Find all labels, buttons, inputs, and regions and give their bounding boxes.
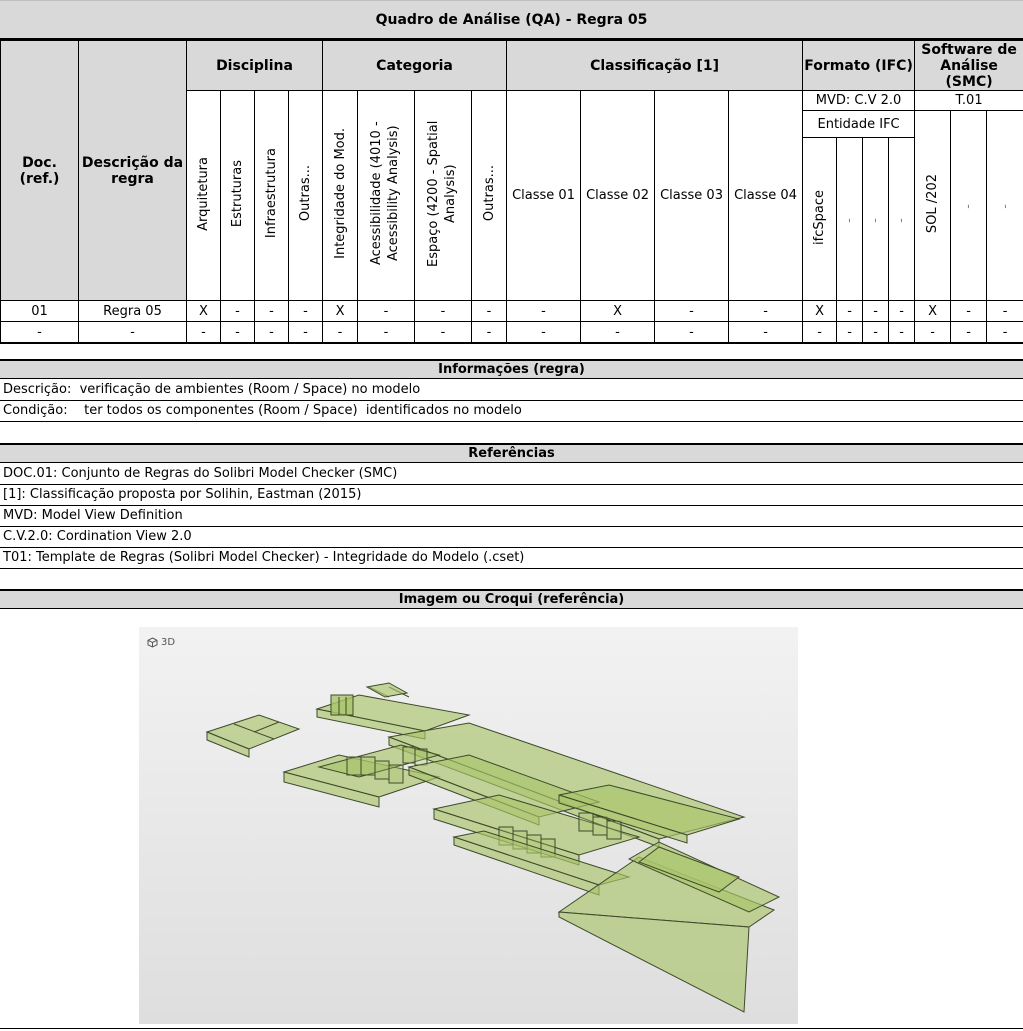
col-sol-202: SOL /202 bbox=[915, 111, 951, 301]
cell: - bbox=[987, 301, 1023, 322]
col-categoria-outras: Outras... bbox=[472, 91, 507, 301]
col-espaco: Espaço (4200 - Spatial Analysis) bbox=[415, 91, 472, 301]
software-header: Software de Análise (SMC) bbox=[915, 41, 1023, 91]
cell: - bbox=[472, 301, 507, 322]
cell: X bbox=[581, 301, 655, 322]
cell: - bbox=[863, 301, 889, 322]
cell: X bbox=[915, 301, 951, 322]
classificacao-header: Classificação [1] bbox=[507, 41, 803, 91]
row-doc: - bbox=[1, 322, 79, 344]
analysis-table bbox=[0, 40, 1023, 344]
cell: - bbox=[837, 301, 863, 322]
col-infraestrutura: Infraestrutura bbox=[255, 91, 289, 301]
cell: - bbox=[358, 322, 415, 344]
descricao-header: Descrição da regra bbox=[79, 41, 187, 301]
col-acessibilidade: Acessibilidade (4010 - Acessibility Analysis) bbox=[358, 91, 415, 301]
ref-item: T01: Template de Regras (Solibri Model Checker) - Integridade do Modelo (.cset) bbox=[0, 548, 1023, 569]
col-arquitetura: Arquitetura bbox=[187, 91, 221, 301]
cell: - bbox=[655, 322, 729, 344]
col-classe-02: Classe 02 bbox=[581, 91, 655, 301]
cell: - bbox=[655, 301, 729, 322]
col-ifc-4: - bbox=[889, 138, 915, 301]
mvd-label: MVD: C.V 2.0 bbox=[803, 91, 915, 111]
cell: - bbox=[289, 301, 323, 322]
ref-item: MVD: Model View Definition bbox=[0, 506, 1023, 527]
col-software-3: - bbox=[987, 111, 1023, 301]
cell: - bbox=[987, 322, 1023, 344]
col-classe-04: Classe 04 bbox=[729, 91, 803, 301]
cell: - bbox=[255, 322, 289, 344]
cell: - bbox=[358, 301, 415, 322]
col-ifc-2: - bbox=[837, 138, 863, 301]
cell: - bbox=[729, 322, 803, 344]
cell: - bbox=[187, 322, 221, 344]
col-estruturas: Estruturas bbox=[221, 91, 255, 301]
bottom-divider bbox=[0, 1028, 1023, 1029]
cell: - bbox=[323, 322, 358, 344]
info-descricao: Descrição: verificação de ambientes (Room / Space) no modelo bbox=[0, 380, 1023, 401]
view-3d-badge: 3D bbox=[147, 637, 175, 648]
cell: - bbox=[837, 322, 863, 344]
cell: - bbox=[915, 322, 951, 344]
cell: - bbox=[507, 301, 581, 322]
cell: - bbox=[951, 301, 987, 322]
cell: - bbox=[255, 301, 289, 322]
cell: - bbox=[415, 301, 472, 322]
table-row bbox=[1, 322, 1023, 344]
col-integridade: Integridade do Mod. bbox=[323, 91, 358, 301]
cell: - bbox=[221, 322, 255, 344]
formato-header: Formato (IFC) bbox=[803, 41, 915, 91]
table-row bbox=[1, 301, 1023, 322]
categoria-header: Categoria bbox=[323, 41, 507, 91]
cell: - bbox=[221, 301, 255, 322]
row-desc: - bbox=[79, 322, 187, 344]
imagem-header: Imagem ou Croqui (referência) bbox=[0, 589, 1023, 609]
building-spaces-model bbox=[139, 627, 798, 1024]
col-software-2: - bbox=[951, 111, 987, 301]
cell: - bbox=[803, 322, 837, 344]
info-condicao: Condição: ter todos os componentes (Room / Space) identificados no modelo bbox=[0, 401, 1023, 422]
cell: - bbox=[472, 322, 507, 344]
ref-item: [1]: Classificação proposta por Solihin, Eastman (2015) bbox=[0, 485, 1023, 506]
cube-icon bbox=[147, 637, 158, 648]
row-doc: 01 bbox=[1, 301, 79, 322]
cell: - bbox=[863, 322, 889, 344]
col-classe-03: Classe 03 bbox=[655, 91, 729, 301]
cell: X bbox=[187, 301, 221, 322]
cell: - bbox=[581, 322, 655, 344]
table-title: Quadro de Análise (QA) - Regra 05 bbox=[0, 0, 1023, 40]
informacoes-header: Informações (regra) bbox=[0, 359, 1023, 379]
cell: - bbox=[889, 301, 915, 322]
model-3d-image bbox=[139, 627, 798, 1024]
col-ifc-3: - bbox=[863, 138, 889, 301]
disciplina-header: Disciplina bbox=[187, 41, 323, 91]
entidade-ifc-label: Entidade IFC bbox=[803, 111, 915, 138]
ref-item: DOC.01: Conjunto de Regras do Solibri Model Checker (SMC) bbox=[0, 464, 1023, 485]
cell: - bbox=[289, 322, 323, 344]
doc-ref-header: Doc. (ref.) bbox=[1, 41, 79, 301]
referencias-header: Referências bbox=[0, 443, 1023, 463]
cell: X bbox=[803, 301, 837, 322]
col-disciplina-outras: Outras... bbox=[289, 91, 323, 301]
cell: - bbox=[729, 301, 803, 322]
cell: - bbox=[507, 322, 581, 344]
cell: - bbox=[415, 322, 472, 344]
row-desc: Regra 05 bbox=[79, 301, 187, 322]
cell: - bbox=[951, 322, 987, 344]
ref-item: C.V.2.0: Cordination View 2.0 bbox=[0, 527, 1023, 548]
col-ifcspace: ifcSpace bbox=[803, 138, 837, 301]
col-classe-01: Classe 01 bbox=[507, 91, 581, 301]
cell: X bbox=[323, 301, 358, 322]
template-label: T.01 bbox=[915, 91, 1023, 111]
cell: - bbox=[889, 322, 915, 344]
